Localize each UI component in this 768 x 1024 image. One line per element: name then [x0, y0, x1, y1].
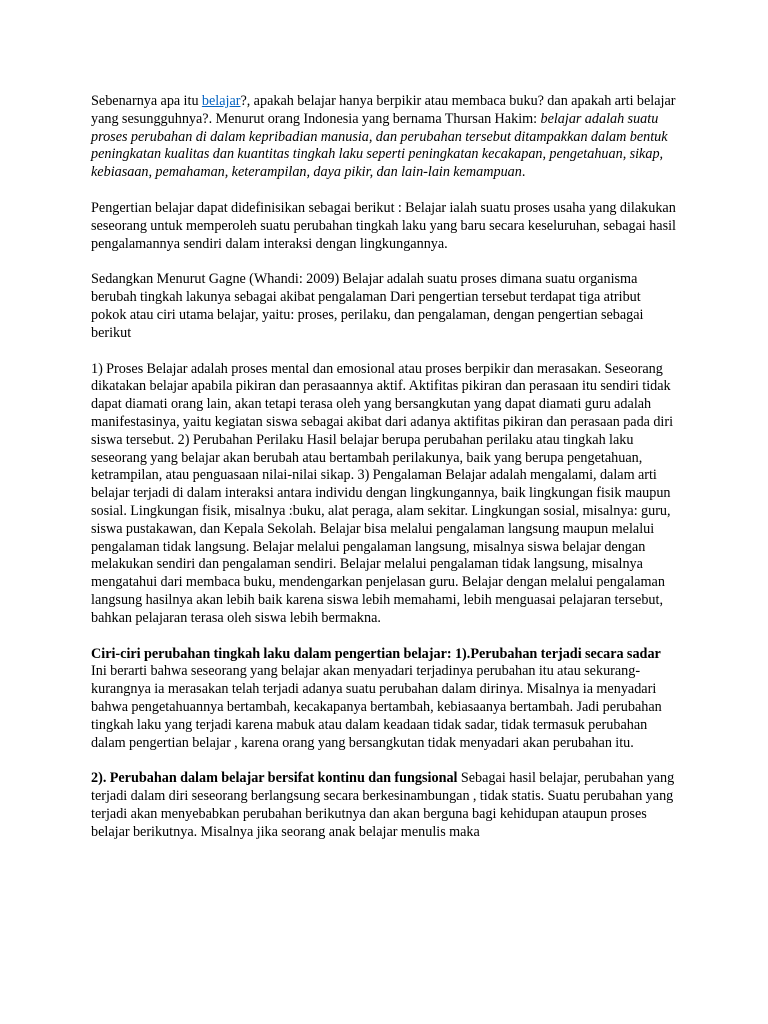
- p1-italic-quote: belajar adalah suatu proses perubahan di dalam kepribadian manusia, dan perubahan tersebut ditampakkan dalam bentuk peningkatan kualitas dan kuantitas tingkah laku seperti peningkatan kecakapan, pengetahuan, sikap, kebiasaan, pemahaman, keterampilan, daya pikir, dan lain-lain kemampuan: [91, 110, 668, 181]
- paragraph-definition-gagne: Sedangkan Menurut Gagne (Whandi: 2009) Belajar adalah suatu proses dimana suatu organisma berubah tingkah lakunya sebagai akibat pengalaman Dari pengertian tersebut terdapat tiga atribut pokok atau ciri utama belajar, yaitu: proses, perilaku, dan pengalaman, dengan pengertian sebagai berikut: [91, 271, 644, 341]
- characteristic-1-text: Ini berarti bahwa seseorang yang belajar akan menyadari terjadinya perubahan itu atau sekurang-kurangnya ia merasakan telah terjadi adanya suatu perubahan dalam dirinya. Misalnya ia menyadari bahwa pengetahuannya bertambah, kecakapanya bertambah, kebiasaanya bertambah. Jadi perubahan tingkah laku yang terjadi karena mabuk atau dalam keadaan tidak sadar, tidak termasuk perubahan dalam pengertian belajar , karena orang yang bersangkutan tidak menyadari akan perubahan itu.: [91, 663, 662, 751]
- paragraph-characteristic-2: [91, 770, 678, 841]
- characteristic-1-heading: Ciri-ciri perubahan tingkah laku dalam pengertian belajar: 1).Perubahan terjadi secara sadar: [91, 645, 661, 662]
- paragraph-definition-hakim: [91, 93, 678, 182]
- paragraph-characteristic-1: [91, 646, 678, 753]
- p1-text-after-link: ?, apakah belajar hanya berpikir atau membaca buku? dan apakah arti belajar yang sesungguhnya?. Menurut orang Indonesia yang bernama Thursan Hakim:: [91, 93, 676, 127]
- p1-end: .: [521, 164, 526, 181]
- paragraph-attributes: 1) Proses Belajar adalah proses mental dan emosional atau proses berpikir dan merasakan. Seseorang dikatakan belajar apabila pikiran dan perasaannya aktif. Aktifitas pikiran dan perasaan itu sendiri tidak dapat diamati orang lain, akan tetapi terasa oleh yang bersangkutan yang dapat diamati guru adalah manifestasinya, yaitu kegiatan siswa sebagai akibat dari adanya aktifitas pikiran dan perasaan pada diri siswa tersebut. 2) Perubahan Perilaku Hasil belajar berupa perubahan perilaku atau tingkah laku seseorang yang belajar akan berubah atau bertambah perilakunya, baik yang berupa pengetahuan, ketrampilan, atau penguasaan nilai-nilai sikap. 3) Pengalaman Belajar adalah mengalami, dalam arti belajar terjadi di dalam interaksi antara individu dengan lingkungannya, baik lingkungan fisik maupun sosial. Lingkungan fisik, misalnya :buku, alat peraga, alam sekitar. Lingkungan sosial, misalnya: guru, siswa pustakawan, dan Kepala Sekolah. Belajar bisa melalui pengalaman langsung maupun melalui pengalaman tidak langsung. Belajar melalui pengalaman langsung, misalnya siswa belajar dengan melakukan sendiri dan pengalaman sendiri. Belajar melalui pengalaman tidak langsung, misalnya mengatahui dari membaca buku, mendengarkan penjelasan guru. Belajar dengan melalui pengalaman langsung hasilnya akan lebih baik karena siswa lebih memahami, lebih menguasai pelajaran tersebut, bahkan pelajaran terasa oleh siswa lebih bermakna.: [91, 360, 674, 626]
- p1-text-before-link: Sebenarnya apa itu: [91, 93, 202, 109]
- paragraph-definition-general: Pengertian belajar dapat didefinisikan sebagai berikut : Belajar ialah suatu proses usaha yang dilakukan seseorang untuk memperoleh suatu perubahan tingkah laku yang baru secara keseluruhan, sebagai hasil pengalamannya sendiri dalam interaksi dengan lingkungannya.: [91, 199, 676, 252]
- characteristic-2-heading: 2). Perubahan dalam belajar bersifat kontinu dan fungsional: [91, 770, 458, 787]
- belajar-link[interactable]: belajar: [201, 93, 241, 109]
- characteristic-2-text: Sebagai hasil belajar, perubahan yang terjadi dalam diri seseorang berlangsung secara berkesinambungan , tidak statis. Suatu perubahan yang terjadi akan menyebabkan perubahan berikutnya dan akan berguna bagi kehidupan ataupun proses belajar berikutnya. Misalnya jika seorang anak belajar menulis maka: [91, 770, 675, 840]
